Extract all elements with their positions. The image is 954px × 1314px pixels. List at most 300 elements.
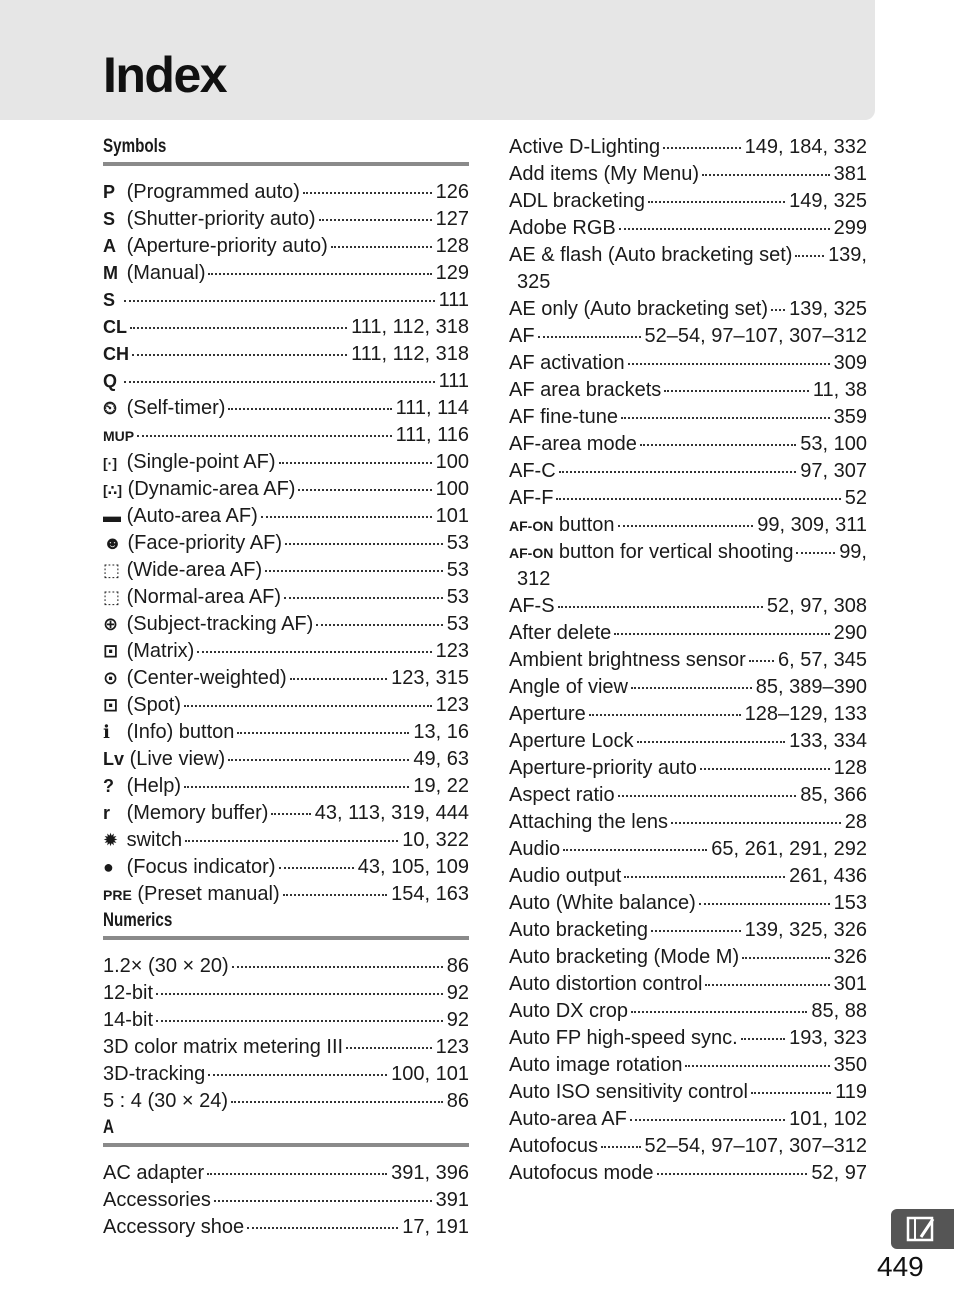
- index-entry: [103, 314, 469, 341]
- section-heading: A: [103, 1117, 114, 1138]
- dot-leader: [331, 246, 432, 248]
- index-term: [509, 431, 637, 458]
- index-term-text: AC adapter: [103, 1162, 205, 1184]
- mode-symbol-icon: PRE: [103, 887, 132, 903]
- mode-symbol-icon: ⬚: [103, 560, 121, 580]
- index-entry: [509, 620, 867, 647]
- index-term-text: 3D color matrix metering III: [103, 1036, 344, 1058]
- dot-leader: [664, 390, 809, 392]
- mode-symbol-icon: ⊙: [103, 668, 119, 688]
- index-entry: [103, 800, 469, 827]
- index-entry: [509, 593, 867, 620]
- index-term-text: Add items (My Menu): [509, 163, 700, 185]
- index-page-numbers: 309: [833, 352, 867, 374]
- dot-leader: [559, 471, 797, 473]
- index-term: [103, 665, 287, 692]
- dot-leader: [563, 849, 707, 851]
- index-term-text: (Face-priority AF): [127, 532, 282, 554]
- index-term: [103, 1034, 343, 1061]
- index-page-numbers: 49, 63: [413, 748, 469, 770]
- index-entry: [103, 719, 469, 746]
- index-term: [103, 719, 234, 746]
- dot-leader: [700, 768, 830, 770]
- index-page-numbers: 85, 88: [811, 1000, 867, 1022]
- index-entry: [103, 503, 469, 530]
- index-page-numbers: 261, 436: [789, 865, 867, 887]
- index-entry: [103, 341, 469, 368]
- index-page-numbers: 123, 315: [391, 667, 469, 689]
- index-term-text: AF activation: [509, 352, 625, 374]
- index-entry-continuation: 312: [517, 568, 551, 590]
- index-term-text: AF-area mode: [509, 433, 637, 455]
- index-term: [103, 638, 194, 665]
- dot-leader: [232, 966, 443, 968]
- dot-leader: [795, 255, 824, 257]
- index-page-numbers: 111: [438, 289, 469, 311]
- index-term: [103, 953, 229, 980]
- index-page-numbers: 100: [435, 478, 469, 500]
- index-page-numbers: 52–54, 97–107, 307–312: [644, 325, 867, 347]
- index-term: [103, 1214, 244, 1241]
- dot-leader: [631, 1011, 807, 1013]
- dot-leader: [285, 543, 443, 545]
- index-term-text: (Info) button: [126, 721, 235, 743]
- index-entry: [509, 809, 867, 836]
- mode-symbol-icon: M: [103, 263, 118, 283]
- index-term: [509, 539, 793, 567]
- mode-symbol-icon: P: [103, 182, 116, 202]
- dot-leader: [614, 633, 829, 635]
- index-term-text: Autofocus mode: [509, 1162, 654, 1184]
- index-page-numbers: 99, 309, 311: [757, 514, 867, 536]
- index-term: [103, 584, 281, 611]
- dot-leader: [265, 570, 443, 572]
- index-term-text: (Subject-tracking AF): [126, 613, 314, 635]
- index-page-numbers: 149, 325: [789, 190, 867, 212]
- dot-leader: [214, 1200, 432, 1202]
- dot-leader: [702, 174, 830, 176]
- index-term: [103, 476, 295, 504]
- section-heading: Numerics: [103, 910, 173, 931]
- dot-leader: [319, 219, 432, 221]
- index-page-numbers: 119: [835, 1081, 867, 1103]
- index-page-numbers: 153: [833, 892, 867, 914]
- index-term-text: Aperture-priority auto: [509, 757, 697, 779]
- index-term: [509, 1025, 738, 1052]
- index-page-numbers: 28: [844, 811, 867, 833]
- index-term: [103, 800, 268, 827]
- index-term-text: ADL bracketing: [509, 190, 645, 212]
- index-term: [103, 854, 276, 881]
- index-term: [509, 458, 556, 485]
- index-page-numbers: 100: [435, 451, 469, 473]
- index-entry: [509, 971, 867, 998]
- dot-leader: [284, 597, 443, 599]
- index-page-numbers: 10, 322: [402, 829, 469, 851]
- index-entry: [509, 701, 867, 728]
- index-page-numbers: 52, 97: [811, 1162, 867, 1184]
- dot-leader: [621, 417, 830, 419]
- index-term-text: Auto (White balance): [509, 892, 696, 914]
- index-term: [103, 692, 181, 719]
- section-heading: Symbols: [103, 136, 167, 157]
- dot-leader: [538, 336, 641, 338]
- index-entry: [103, 611, 469, 638]
- index-term-text: (Focus indicator): [126, 856, 276, 878]
- dot-leader: [184, 786, 409, 788]
- mode-symbol-icon: ▬: [103, 506, 121, 526]
- index-page-numbers: 350: [833, 1054, 867, 1076]
- index-term: [509, 998, 628, 1025]
- index-page-numbers: 53: [446, 559, 469, 581]
- index-term-text: (Auto-area AF): [126, 505, 258, 527]
- index-term: [103, 368, 121, 395]
- dot-leader: [132, 354, 347, 356]
- dot-leader: [637, 741, 786, 743]
- index-entry: [509, 377, 867, 404]
- dot-leader: [796, 552, 835, 554]
- mode-symbol-icon: AF-ON: [509, 518, 554, 534]
- index-page-numbers: 133, 334: [789, 730, 867, 752]
- index-term-text: (Wide-area AF): [126, 559, 263, 581]
- index-entry: [509, 863, 867, 890]
- index-page-numbers: 359: [833, 406, 867, 428]
- index-term: [103, 1061, 205, 1088]
- index-page-numbers: 97, 307: [800, 460, 867, 482]
- index-term-text: Auto DX crop: [509, 1000, 628, 1022]
- index-page-numbers: 53: [446, 532, 469, 554]
- dot-leader: [624, 876, 785, 878]
- index-page-numbers: 127: [435, 208, 469, 230]
- index-term-text: Auto FP high-speed sync.: [509, 1027, 738, 1049]
- index-entry: [509, 431, 867, 458]
- index-entry: [103, 881, 469, 908]
- index-term: [509, 890, 696, 917]
- mode-symbol-icon: S: [103, 290, 116, 310]
- index-page-numbers: 123: [435, 1036, 469, 1058]
- index-entry: [103, 827, 469, 854]
- index-term-text: AE & flash (Auto bracketing set): [509, 244, 793, 266]
- index-entry: [509, 512, 867, 539]
- dot-leader: [663, 147, 740, 149]
- index-term-text: Audio output: [509, 865, 622, 887]
- index-term: [103, 746, 225, 773]
- index-page-numbers: 139, 325: [789, 298, 867, 320]
- index-column-right: [509, 134, 867, 1187]
- index-term: [509, 809, 668, 836]
- index-entry: [509, 242, 867, 269]
- index-term-text: (Shutter-priority auto): [126, 208, 316, 230]
- index-page-numbers: 139,: [828, 244, 867, 266]
- index-term: [103, 206, 316, 233]
- index-page-numbers: 101, 102: [789, 1108, 867, 1130]
- dot-leader: [197, 651, 431, 653]
- index-entry: [103, 206, 469, 233]
- index-entry: [509, 890, 867, 917]
- index-term: [509, 188, 645, 215]
- index-term-text: Auto bracketing: [509, 919, 648, 941]
- dot-leader: [228, 759, 409, 761]
- index-page-numbers: 99,: [839, 541, 867, 563]
- dot-leader: [228, 408, 391, 410]
- index-term-text: Angle of view: [509, 676, 628, 698]
- index-entry: [103, 422, 469, 449]
- index-term-text: AF area brackets: [509, 379, 662, 401]
- index-entry: [103, 1007, 469, 1034]
- index-term: [509, 161, 699, 188]
- dot-leader: [156, 1020, 443, 1022]
- dot-leader: [558, 606, 763, 608]
- index-page-numbers: 128: [833, 757, 867, 779]
- index-entry: [103, 287, 469, 314]
- index-page-numbers: 111, 116: [395, 424, 469, 446]
- mode-symbol-icon: ⊡: [103, 695, 119, 715]
- dot-leader: [618, 525, 754, 527]
- dot-leader: [124, 381, 435, 383]
- dot-leader: [156, 993, 443, 995]
- index-page-numbers: 154, 163: [391, 883, 469, 905]
- section-rule: [103, 162, 469, 166]
- dot-leader: [237, 732, 409, 734]
- mode-symbol-icon: ●: [103, 857, 114, 877]
- index-term-text: Active D-Lighting: [509, 136, 661, 158]
- index-page-numbers: 391: [435, 1189, 469, 1211]
- dot-leader: [208, 273, 431, 275]
- index-term: [509, 323, 535, 350]
- dot-leader: [346, 1047, 432, 1049]
- index-page-numbers: 111, 112, 318: [351, 316, 469, 338]
- index-entry: [509, 998, 867, 1025]
- index-term: [509, 836, 560, 863]
- dot-leader: [749, 660, 774, 662]
- index-page-numbers: 128–129, 133: [744, 703, 867, 725]
- index-term: [509, 215, 616, 242]
- index-page-numbers: 43, 105, 109: [357, 856, 469, 878]
- index-page-numbers: 129: [435, 262, 469, 284]
- index-entry: [509, 1160, 867, 1187]
- index-term: [509, 593, 555, 620]
- mode-symbol-icon: A: [103, 236, 116, 256]
- index-entry: [509, 134, 867, 161]
- index-page-numbers: 53: [446, 613, 469, 635]
- index-term: [103, 1187, 211, 1214]
- index-page-numbers: 53: [446, 586, 469, 608]
- mode-symbol-icon: ⏲: [103, 398, 118, 418]
- index-entry: [509, 1133, 867, 1160]
- index-entry: [509, 836, 867, 863]
- index-page-numbers: 149, 184, 332: [744, 136, 867, 158]
- index-page-numbers: 123: [435, 694, 469, 716]
- index-term: [103, 1007, 153, 1034]
- index-page-numbers: 139, 325, 326: [744, 919, 867, 941]
- index-page-numbers: 52–54, 97–107, 307–312: [644, 1135, 867, 1157]
- index-term-text: Accessories: [103, 1189, 211, 1211]
- index-page-numbers: 43, 113, 319, 444: [314, 802, 469, 824]
- index-page-numbers: 85, 366: [800, 784, 867, 806]
- index-term-text: AF-S: [509, 595, 555, 617]
- index-term-text: 3D-tracking: [103, 1063, 206, 1085]
- mode-symbol-icon: ⬚: [103, 587, 121, 607]
- index-term: [509, 404, 618, 431]
- index-term-text: (Matrix): [126, 640, 195, 662]
- index-page-numbers: 19, 22: [413, 775, 469, 797]
- index-term: [103, 422, 134, 450]
- dot-leader: [742, 957, 830, 959]
- mode-symbol-icon: ✹: [103, 830, 119, 850]
- index-term: [509, 755, 697, 782]
- index-page-numbers: 111: [438, 370, 469, 392]
- index-page-numbers: 299: [833, 217, 867, 239]
- index-term-text: Aspect ratio: [509, 784, 615, 806]
- dot-leader: [303, 192, 432, 194]
- index-term: [509, 971, 702, 998]
- dot-leader: [298, 489, 431, 491]
- index-entry: [103, 953, 469, 980]
- index-entry: [509, 161, 867, 188]
- index-term-text: 1.2× (30 × 20): [103, 955, 229, 977]
- dot-leader: [619, 228, 830, 230]
- dot-leader: [556, 498, 840, 500]
- index-entry: [103, 854, 469, 881]
- index-entry: [103, 584, 469, 611]
- index-term-text: AF: [509, 325, 535, 347]
- dot-leader: [628, 363, 830, 365]
- section-rule: [103, 1143, 469, 1147]
- index-term: [103, 980, 153, 1007]
- dot-leader: [130, 327, 347, 329]
- mode-symbol-icon: ℹ: [103, 722, 110, 742]
- index-term-text: Auto distortion control: [509, 973, 703, 995]
- dot-leader: [316, 624, 442, 626]
- index-term-text: (Dynamic-area AF): [127, 478, 296, 500]
- dot-leader: [279, 462, 432, 464]
- index-term: [509, 863, 621, 890]
- mode-symbol-icon: [∴]: [103, 482, 123, 498]
- index-entry: [509, 350, 867, 377]
- dot-leader: [741, 1038, 785, 1040]
- index-page-numbers: 128: [435, 235, 469, 257]
- index-page-numbers: 391, 396: [391, 1162, 469, 1184]
- dot-leader: [648, 201, 785, 203]
- index-entry: [509, 944, 867, 971]
- index-entry: [509, 458, 867, 485]
- index-term-text: AE only (Auto bracketing set): [509, 298, 769, 320]
- index-term: [103, 314, 127, 341]
- dot-leader: [283, 894, 388, 896]
- dot-leader: [657, 1173, 808, 1175]
- dot-leader: [699, 903, 830, 905]
- index-tab-icon: [905, 1215, 939, 1243]
- index-term-text: Accessory shoe: [103, 1216, 245, 1238]
- index-entry: [509, 917, 867, 944]
- index-term: [509, 701, 586, 728]
- index-entry: [509, 404, 867, 431]
- dot-leader: [261, 516, 432, 518]
- dot-leader: [290, 678, 388, 680]
- index-term-text: Auto image rotation: [509, 1054, 683, 1076]
- index-term-text: Attaching the lens: [509, 811, 668, 833]
- index-entry: [509, 1079, 867, 1106]
- index-entry: [509, 674, 867, 701]
- index-entry: [103, 449, 469, 476]
- index-term: [103, 503, 258, 530]
- index-term: [103, 341, 129, 368]
- index-term-text: 14-bit: [103, 1009, 154, 1031]
- mode-symbol-icon: S: [103, 209, 116, 229]
- index-term-text: AF fine-tune: [509, 406, 618, 428]
- dot-leader: [651, 930, 741, 932]
- page-title: Index: [103, 47, 227, 103]
- index-term: [103, 827, 182, 854]
- mode-symbol-icon: CH: [103, 344, 129, 364]
- index-term: [103, 1160, 204, 1187]
- index-term: [509, 377, 661, 404]
- index-page-numbers: 326: [833, 946, 867, 968]
- index-term: [509, 1160, 654, 1187]
- dot-leader: [640, 444, 796, 446]
- dot-leader: [208, 1074, 387, 1076]
- index-page-numbers: 92: [446, 1009, 469, 1031]
- index-term: [103, 557, 262, 584]
- index-page-numbers: 52, 97, 308: [766, 595, 867, 617]
- index-page-numbers: 381: [833, 163, 867, 185]
- index-page-numbers: 86: [446, 1090, 469, 1112]
- index-entry: [509, 215, 867, 242]
- index-term: [509, 485, 553, 512]
- index-entry: [103, 773, 469, 800]
- index-entry: [509, 323, 867, 350]
- index-entry: [103, 179, 469, 206]
- index-term-text: After delete: [509, 622, 612, 644]
- dot-leader: [185, 840, 398, 842]
- dot-leader: [705, 984, 829, 986]
- index-term: [509, 1052, 682, 1079]
- index-entry: [509, 755, 867, 782]
- index-entry: [103, 665, 469, 692]
- index-term-text: AF-F: [509, 487, 554, 509]
- dot-leader: [137, 435, 391, 437]
- index-entry: [509, 296, 867, 323]
- dot-leader: [231, 1101, 443, 1103]
- index-entry: [509, 647, 867, 674]
- dot-leader: [631, 687, 752, 689]
- index-term: [103, 179, 300, 206]
- index-term: [509, 1106, 627, 1133]
- index-page-numbers: 53, 100: [800, 433, 867, 455]
- dot-leader: [618, 795, 797, 797]
- index-term-text: Ambient brightness sensor: [509, 649, 746, 671]
- mode-symbol-icon: CL: [103, 317, 127, 337]
- mode-symbol-icon: r: [103, 803, 111, 823]
- index-entry: [103, 1187, 469, 1214]
- index-term-text: Autofocus: [509, 1135, 598, 1157]
- index-term: [509, 944, 739, 971]
- mode-symbol-icon: ?: [103, 776, 114, 796]
- index-term-text: switch: [126, 829, 183, 851]
- index-term-text: Adobe RGB: [509, 217, 616, 239]
- index-entry: [509, 782, 867, 809]
- index-entry: [103, 476, 469, 503]
- index-term-text: (Preset manual): [137, 883, 280, 905]
- index-term: [509, 512, 615, 540]
- index-page-numbers: 52: [844, 487, 867, 509]
- index-entry-continuation: 325: [517, 271, 551, 293]
- index-page-numbers: 111, 112, 318: [351, 343, 469, 365]
- dot-leader: [184, 705, 432, 707]
- index-term-text: (Spot): [126, 694, 182, 716]
- index-term: [103, 1088, 228, 1115]
- index-page-numbers: 86: [446, 955, 469, 977]
